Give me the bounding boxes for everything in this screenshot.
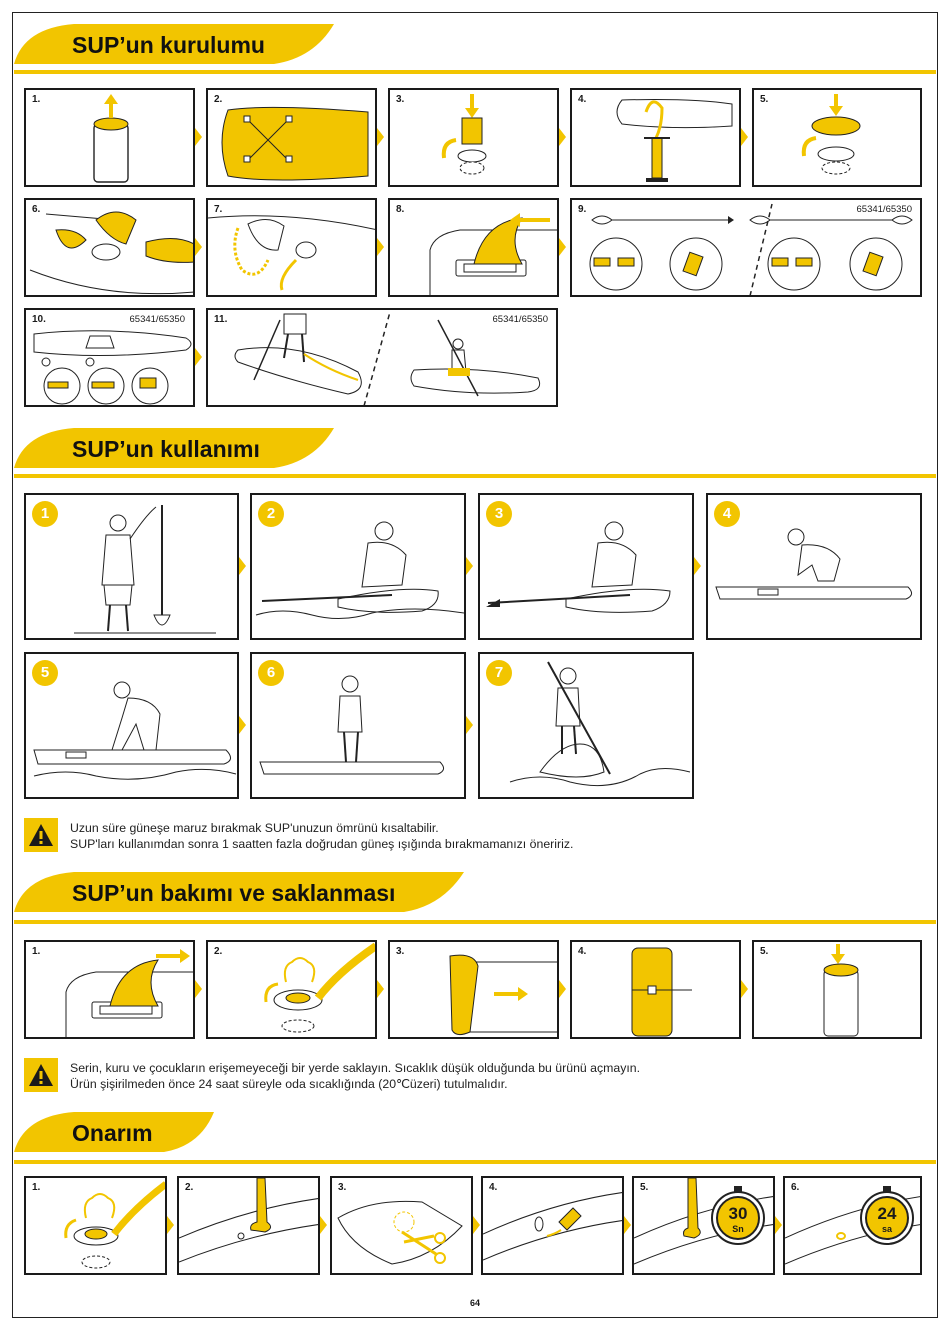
repair-step-1 — [24, 1176, 167, 1275]
clean-surface-icon — [179, 1178, 320, 1275]
care-step-5 — [752, 940, 922, 1039]
section-rule — [14, 474, 936, 478]
step-number: 5. — [760, 946, 769, 957]
step-number: 2. — [214, 946, 223, 957]
valve-deflate-icon — [208, 942, 377, 1039]
step-number-badge: 5 — [32, 660, 58, 686]
step-arrow — [195, 348, 202, 366]
step-number: 8. — [396, 204, 405, 215]
roll-board-icon — [390, 942, 559, 1039]
setup-step-1 — [24, 88, 195, 187]
valve-push-icon — [390, 90, 559, 187]
setup-step-11 — [206, 308, 558, 407]
section-rule — [14, 920, 936, 924]
section-header-setup — [14, 24, 334, 70]
model-code: 65341/65350 — [856, 204, 912, 215]
care-step-1 — [24, 940, 195, 1039]
step-arrow — [167, 1216, 174, 1234]
section-title: Onarım — [72, 1120, 153, 1146]
step-number: 5. — [640, 1182, 649, 1193]
repair-step-3 — [330, 1176, 473, 1275]
rolled-board-strap-icon — [572, 942, 741, 1039]
fin-remove-icon — [26, 942, 195, 1039]
usage-warning — [24, 818, 724, 854]
step-number-badge: 6 — [258, 660, 284, 686]
step-number-badge: 2 — [258, 501, 284, 527]
step-arrow — [466, 716, 473, 734]
care-warning — [24, 1058, 784, 1094]
usage-step-2 — [250, 493, 466, 640]
step-number: 5. — [760, 94, 769, 105]
kneel-on-board-icon — [252, 495, 466, 640]
timer-unit: sa — [881, 1224, 892, 1234]
step-arrow — [559, 980, 566, 998]
step-number: 6. — [32, 204, 41, 215]
step-number-badge: 3 — [486, 501, 512, 527]
step-number: 1. — [32, 94, 41, 105]
step-arrow — [741, 980, 748, 998]
stand-on-board-icon — [252, 654, 466, 799]
step-number: 3. — [396, 94, 405, 105]
setup-step-9 — [570, 198, 922, 297]
hand-pump-icon — [572, 90, 741, 187]
setup-step-8 — [388, 198, 559, 297]
warning-line: Uzun süre güneşe maruz bırakmak SUP'unuzun ömrünü kısaltabilir. — [70, 821, 439, 835]
step-number-badge: 1 — [32, 501, 58, 527]
step-number: 2. — [214, 94, 223, 105]
warning-line: SUP'ları kullanımdan sonra 1 saatten fazla doğrudan güneş ışığında bırakmamanızı öneririz. — [70, 837, 574, 851]
paddle-height-icon — [26, 495, 239, 640]
timer-value: 24 — [877, 1204, 897, 1223]
step-arrow — [195, 128, 202, 146]
care-step-2 — [206, 940, 377, 1039]
valve-deflate-icon — [26, 1178, 167, 1275]
usage-step-6 — [250, 652, 466, 799]
step-arrow — [624, 1216, 631, 1234]
stand-paddle-icon — [480, 654, 694, 799]
usage-step-5 — [24, 652, 239, 799]
step-number-badge: 7 — [486, 660, 512, 686]
step-arrow — [320, 1216, 327, 1234]
step-arrow — [377, 980, 384, 998]
setup-step-5 — [752, 88, 922, 187]
bag-zip-arrow-up-icon — [26, 90, 195, 187]
step-number: 11. — [214, 314, 228, 325]
usage-step-3 — [478, 493, 694, 640]
model-code: 65341/65350 — [492, 314, 548, 325]
warning-line: Serin, kuru ve çocukların erişemeyeceği bir yerde saklayın. Sıcaklık düşük olduğunda bu ürünü açmayın. — [70, 1061, 641, 1075]
warning-text — [70, 820, 573, 852]
section-rule — [14, 1160, 936, 1164]
leash-attach-icon — [208, 200, 377, 297]
usage-step-1 — [24, 493, 239, 640]
step-arrow — [377, 128, 384, 146]
repair-step-4 — [481, 1176, 624, 1275]
step-number: 6. — [791, 1182, 800, 1193]
step-arrow — [377, 238, 384, 256]
timer-value: 30 — [728, 1204, 748, 1223]
step-number: 1. — [32, 946, 41, 957]
step-number: 4. — [489, 1182, 498, 1193]
step-number: 10. — [32, 314, 46, 325]
step-number: 4. — [578, 946, 587, 957]
paddle-assembly-icon — [572, 200, 922, 297]
bag-pack-icon — [754, 942, 922, 1039]
repair-step-5 — [632, 1176, 775, 1275]
step-arrow — [239, 557, 246, 575]
section-header-care — [14, 872, 464, 918]
step-number: 4. — [578, 94, 587, 105]
usage-step-7 — [478, 652, 694, 799]
step-arrow — [195, 980, 202, 998]
crouch-on-board-icon — [708, 495, 922, 640]
fin-slide-icon — [390, 200, 559, 297]
section-header-repair — [14, 1112, 214, 1158]
unrolled-board-icon — [208, 90, 377, 187]
step-arrow — [559, 238, 566, 256]
setup-step-3 — [388, 88, 559, 187]
step-arrow — [694, 557, 701, 575]
step-arrow — [559, 128, 566, 146]
step-number: 9. — [578, 204, 587, 215]
step-number: 3. — [396, 946, 405, 957]
section-title: SUP’un kullanımı — [72, 436, 260, 462]
section-title: SUP’un bakımı ve saklanması — [72, 880, 396, 906]
section-header-usage — [14, 428, 334, 474]
warning-text — [70, 1060, 640, 1092]
warning-line: Ürün şişirilmeden önce 24 saat süreyle oda sıcaklığında (20℃üzeri) tutulmalıdır. — [70, 1077, 508, 1091]
care-step-3 — [388, 940, 559, 1039]
step-arrow — [473, 1216, 480, 1234]
section-title: SUP’un kurulumu — [72, 32, 265, 58]
setup-step-7 — [206, 198, 377, 297]
section-rule — [14, 70, 936, 74]
setup-step-2 — [206, 88, 377, 187]
step-arrow — [239, 716, 246, 734]
step-arrow — [775, 1216, 782, 1234]
step-number: 7. — [214, 204, 223, 215]
rise-on-board-icon — [26, 654, 239, 799]
step-number: 1. — [32, 1182, 41, 1193]
valve-cap-close-icon — [754, 90, 922, 187]
paddler-on-board-icon — [208, 310, 558, 407]
warning-icon — [24, 818, 58, 852]
setup-step-6 — [24, 198, 195, 297]
repair-step-6 — [783, 1176, 922, 1275]
page-number: 64 — [469, 1298, 480, 1308]
timer-unit: Sn — [732, 1224, 744, 1234]
repair-step-2 — [177, 1176, 320, 1275]
step-number: 3. — [338, 1182, 347, 1193]
step-arrow — [741, 128, 748, 146]
step-number: 2. — [185, 1182, 194, 1193]
setup-step-4 — [570, 88, 741, 187]
pump-hose-connect-icon — [26, 200, 195, 297]
kayak-seat-icon — [26, 310, 195, 407]
kneel-paddle-icon — [480, 495, 694, 640]
cut-patch-icon — [332, 1178, 473, 1275]
apply-glue-icon — [483, 1178, 624, 1275]
warning-icon — [24, 1058, 58, 1092]
setup-step-10 — [24, 308, 195, 407]
care-step-4 — [570, 940, 741, 1039]
step-arrow — [466, 557, 473, 575]
model-code: 65341/65350 — [129, 314, 185, 325]
step-number-badge: 4 — [714, 501, 740, 527]
usage-step-4 — [706, 493, 922, 640]
step-arrow — [195, 238, 202, 256]
